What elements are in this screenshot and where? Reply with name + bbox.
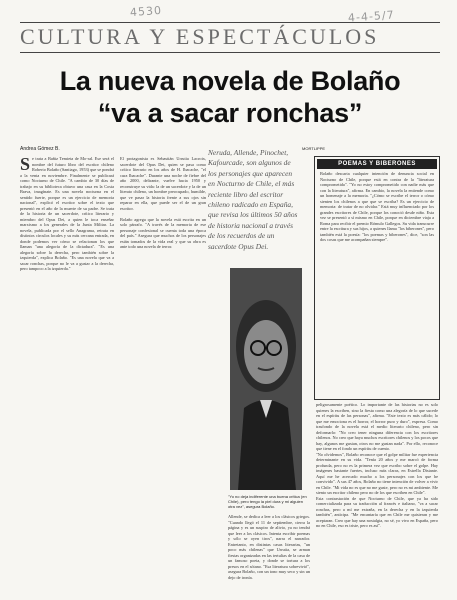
column-2b-text: Allende, se dedica a leer a los clásicos griegos. "Cuando llegó el 11 de septiembre, cierra la página y es un suspiro de alivio, ya no tendrá que leer a los clásicos. Intenta escribir poemas y sólo se oyen tiros", narra el narrador. Entretanto, en distintas casas literarias, "un poco más chilenas" que Urrutia, se arman fiestas organizadas en las tertulias de la casa de un famoso poeta, y donde se tortura a los presos en el sótano. "Esa literatura sobrevivió", asegura Bolaño, con un tono muy seco y sin un dejo de ironía. <box>228 514 310 580</box>
author-photo <box>230 268 302 490</box>
article-column-1b <box>120 156 206 582</box>
sidebar-text: Bolaño descarta cualquier intención de denuncia social en Nocturno de Chile, porque está en contra de la "literatura comprometida". "Yo no estoy comprometido con nadie más que con la literatura", afirma. En cambio, la novela la entiende como un homenaje a la memoria. "¿Cómo se escribe el terror o cómo sienten los chilenos a que que se escriba? Es un ejercicio de memoria: de tratar de no olvidar." Está muy influenciado por los grandes escritores de Chile, porque los conoció desde niño. Esta vez se presentó a sí mismo en Chile, porque en diciembre viaja a Roma para recibir el premio Rómulo Gallegos. Su vida transcurre entre la escritura y sus hijos, a quienes llama "los biberones", pero también está la poesía: "los poemas y biberones", dice, "son las dos cosas que me acompañan siempre". <box>320 171 434 242</box>
article-column-3 <box>316 402 438 586</box>
handwritten-mark-right: 4-4-5/7 <box>347 8 396 25</box>
headline-line-2: “va a sacar ronchas” <box>97 98 363 128</box>
column-3b-text: "No olvidemos", Bolaño reconoce que el golpe militar fue experiencia determinante en su vida. "Tenía 20 años y me marcó de forma profunda, pero no es la primera vez que escribo sobre el golpe. Hay imágenes bastante fuertes, incluso más claras, en Estrella Distante. Aquí me he acercado mucho a los personajes con los que he convivido". A sus 47 años, Bolaño no tiene intención de volver a vivir en Chile. "Mi vida no es que no me guste, pero no es mi ambiente. Me siento un escritor chileno pero no de los que escriben en Chile". <box>316 451 438 495</box>
section-title: CULTURA Y ESPECTÁCULOS <box>20 24 380 49</box>
handwritten-mark-top: 4530 <box>129 3 163 20</box>
section-rule-top <box>20 22 440 23</box>
column-1-text: e trata a Bañiz Temieta de Mo-ral. Ese será el nombre del futuro libro del escritor chileno Roberto Bolaño (Santiago, 1953) que se pondrá a la venta en noviembre. Finalmente se publicará como Nocturno de Chile. "A cambio de 30 días de trabajo en su biblioteca obtuvo una casa en la Costa Brava, imagínate. Es una novela nocturna en el sentido fuerte, porque es un ejercicio de memoria nacional", explicó el escritor sobre el texto que presentó en el año de la muerte de su padre. Se trata de la historia de un sacerdote, crítico literario y miembro del Opus Dei, a quien le toca enseñar marxismo a los generales de la Junta Militar. La novela, publicada por el sello Anagrama, retrata en distintos círculos locales y su más cercana entrada, en donde podemos ver cómo se relacionan los que llaman "una alegoría de la dictadura". "Es una alegoría sobre la derecha, pero también sobre la izquierda", explica Bolaño. "Es una novela que va a sacar ronchas, porque no le va a gustar a la derecha, pero tampoco a la izquierda." <box>20 156 114 271</box>
section-rule-bottom <box>20 52 440 53</box>
pull-quote: Neruda, Allende, Pinochet, Kafourcade, son algunos de los personajes que aparecen en Nocturno de Chile, el más reciente libro del escritor chileno radicado en España, que revisa los últimos 50 años de historia nacional a través de los recuerdos de un sacerdote Opus Dei. <box>208 148 298 251</box>
byline: Andrea Gómez B. <box>20 146 60 152</box>
author-portrait-graphic <box>230 268 302 490</box>
photo-credit: MORTLIPPE <box>302 146 326 151</box>
column-1b-text: El protagonista es Sebastián Urrutia Lacroix, sacerdote del Opus Dei, quien se pasa como crítico literario en los años de H. Ibacache, "el cura Ibacache". Durante una noche de fiebre del año 2000, delirante, vuelve hacia 1950 y reconstruye su vida: la de un sacerdote y la de un literato chileno, un hombre preocupado, humilde, que ve pasar la historia frente a sus ojos sin reparar en ella, que puede ser el de un gran escritor. <box>120 156 206 211</box>
drop-cap: S <box>20 156 31 174</box>
column-3-text: peligrosamente poético. Lo importante de las historias no es solo quienes la escriben, sino la fiesta como una alegoría de lo que sucede en el espíritu de las personas", afirma. "Este texto es más cálido; lo que me emociona es el horror, el horror puro y duro", expresa. Como trasfondo de la novela está el medio literario chileno, pero sin deformarlo: "No creo tener ninguna diferencia con los escritores chilenos. No creo que haya muchos escritores chilenos y los pocos que hay, algunos me gustan, otros no me gustan nada". Por ello, reconoce que tiene en el fondo un espíritu de cuento. <box>316 402 438 451</box>
headline-line-1: La nueva novela de Bolaño <box>59 66 401 96</box>
column-1c-text: Bolaño agrega que la novela está escrita en un solo párrafo. "A través de la memoria de ese personaje confesional se cuenta toda una época del país." Asegura que muchos de los personajes están tomados de la vida real y que su obra es ante todo una novela de terror. <box>120 216 206 249</box>
photo-caption: "Yo no deja indiferente una buena crítica (en Chile), pero tengo la piel dura y mi alguien otra vez", asegura Bolaño. <box>228 494 307 509</box>
sidebar-title: POEMAS Y BIBERONES <box>317 159 437 169</box>
article-column-1 <box>20 156 114 582</box>
sidebar-box <box>314 156 440 400</box>
article-column-2-lower <box>228 514 310 584</box>
column-3c-text: Esta contrastación de que Nocturno de Chile, que ya ha sido comercializada para su traducción al francés e italiano, "va a sacar ronchas, pero a mí me extraña, en la derecha y en la izquierda también", anticipa. "Me encantaría que en Chile me quisieran y me aceptaran. Creo que hay una nostalgia, no sé, yo vivo en España, pero no en Chile, eso es triste, pero es así". <box>316 495 438 528</box>
